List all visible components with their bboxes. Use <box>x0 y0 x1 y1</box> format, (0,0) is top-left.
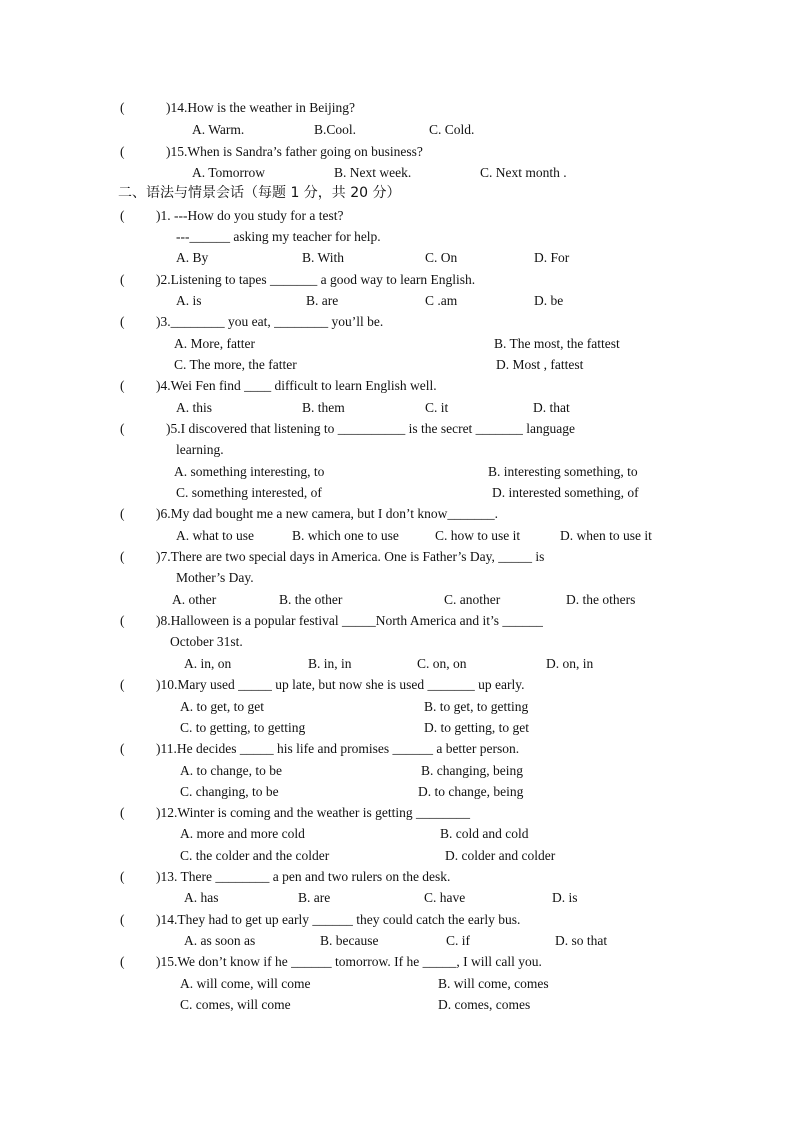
question-paren: ( <box>120 421 125 436</box>
question-stem: )7.There are two special days in America. One is Father’s Day, _____ is <box>156 549 545 564</box>
question-paren: ( <box>120 144 125 159</box>
question-paren: ( <box>120 677 125 692</box>
option-b: B. in, in <box>308 656 352 671</box>
option-c: C. to getting, to getting <box>180 720 306 735</box>
option-b: B. will come, comes <box>438 976 549 991</box>
question-stem: )4.Wei Fen find ____ difficult to learn English well. <box>156 378 437 393</box>
question-paren: ( <box>120 912 125 927</box>
option-a: A. something interesting, to <box>174 464 325 479</box>
option-d: D. so that <box>555 933 608 948</box>
option-d: D. to getting, to get <box>424 720 529 735</box>
option-d: D. interested something, of <box>492 485 639 500</box>
option-c: C. something interested, of <box>176 485 322 500</box>
option-b: B. them <box>302 400 345 415</box>
option-c: C. Next month . <box>480 165 567 180</box>
question-paren: ( <box>120 100 125 115</box>
question-paren: ( <box>120 741 125 756</box>
question-stem: )1. ---How do you study for a test? <box>156 208 344 223</box>
option-a: A. Warm. <box>192 122 245 137</box>
question-stem: )13. There ________ a pen and two rulers on the desk. <box>156 869 451 884</box>
option-b: B. to get, to getting <box>424 699 529 714</box>
option-d: D. comes, comes <box>438 997 531 1012</box>
option-b: B. cold and cold <box>440 826 529 841</box>
option-c: C. comes, will come <box>180 997 291 1012</box>
option-d: D. For <box>534 250 570 265</box>
option-b: B. are <box>306 293 339 308</box>
question-stem: )10.Mary used _____ up late, but now she is used _______ up early. <box>156 677 525 692</box>
option-c: C. on, on <box>417 656 467 671</box>
option-c: C. Cold. <box>429 122 475 137</box>
option-a: A. By <box>176 250 209 265</box>
option-a: A. to change, to be <box>180 763 282 778</box>
option-d: D. Most , fattest <box>496 357 584 372</box>
option-b: B. the other <box>279 592 343 607</box>
option-b: B. Next week. <box>334 165 412 180</box>
question-stem: )15.We don’t know if he ______ tomorrow. If he _____, I will call you. <box>156 954 542 969</box>
question-stem: )6.My dad bought me a new camera, but I don’t know_______. <box>156 506 499 521</box>
option-d: D. be <box>534 293 564 308</box>
option-c: C. how to use it <box>435 528 521 543</box>
option-d: D. colder and colder <box>445 848 556 863</box>
question-stem: )2.Listening to tapes _______ a good way to learn English. <box>156 272 476 287</box>
option-a: A. more and more cold <box>180 826 305 841</box>
option-c: C. On <box>425 250 458 265</box>
section-title: 二、语法与情景会话（每题 1 分，共 20 分） <box>118 185 401 201</box>
option-c: C. it <box>425 400 449 415</box>
question-stem: )15.When is Sandra’s father going on business? <box>166 144 423 159</box>
option-a: A. as soon as <box>184 933 256 948</box>
option-b: B. interesting something, to <box>488 464 638 479</box>
question-paren: ( <box>120 272 125 287</box>
option-d: D. when to use it <box>560 528 652 543</box>
question-stem: )5.I discovered that listening to __________ is the secret _______ language <box>166 421 576 436</box>
option-b: B. which one to use <box>292 528 399 543</box>
question-paren: ( <box>120 314 125 329</box>
option-a: A. this <box>176 400 213 415</box>
option-c: C. The more, the fatter <box>174 357 297 372</box>
question-stem: )8.Halloween is a popular festival _____North America and it’s ______ <box>156 613 543 628</box>
option-a: A. More, fatter <box>174 336 255 351</box>
question-stem: )14.They had to get up early ______ they could catch the early bus. <box>156 912 521 927</box>
option-a: A. other <box>172 592 217 607</box>
option-b: B. are <box>298 890 331 905</box>
option-d: D. to change, being <box>418 784 524 799</box>
option-a: A. in, on <box>184 656 232 671</box>
option-b: B. The most, the fattest <box>494 336 620 351</box>
option-c: C. another <box>444 592 501 607</box>
question-stem: )14.How is the weather in Beijing? <box>166 100 355 115</box>
option-a: A. what to use <box>176 528 254 543</box>
question-stem-continued: ---______ asking my teacher for help. <box>176 229 381 244</box>
option-b: B. changing, being <box>421 763 523 778</box>
question-stem: )11.He decides _____ his life and promises ______ a better person. <box>156 741 520 756</box>
option-a: A. to get, to get <box>180 699 264 714</box>
question-stem-continued: learning. <box>176 442 224 457</box>
option-a: A. has <box>184 890 219 905</box>
option-d: D. the others <box>566 592 636 607</box>
option-b: B.Cool. <box>314 122 357 137</box>
option-a: A. Tomorrow <box>192 165 266 180</box>
option-a: A. is <box>176 293 202 308</box>
option-d: D. on, in <box>546 656 594 671</box>
option-c: C .am <box>425 293 458 308</box>
question-stem: )12.Winter is coming and the weather is getting ________ <box>156 805 471 820</box>
question-stem-continued: Mother’s Day. <box>176 570 254 585</box>
option-b: B. because <box>320 933 379 948</box>
option-d: D. is <box>552 890 578 905</box>
option-a: A. will come, will come <box>180 976 311 991</box>
option-c: C. changing, to be <box>180 784 279 799</box>
question-stem: )3.________ you eat, ________ you’ll be. <box>156 314 384 329</box>
question-paren: ( <box>120 378 125 393</box>
question-paren: ( <box>120 549 125 564</box>
question-paren: ( <box>120 805 125 820</box>
option-d: D. that <box>533 400 570 415</box>
option-c: C. have <box>424 890 466 905</box>
question-paren: ( <box>120 954 125 969</box>
question-stem-continued: October 31st. <box>170 634 243 649</box>
question-paren: ( <box>120 506 125 521</box>
option-c: C. if <box>446 933 471 948</box>
option-b: B. With <box>302 250 344 265</box>
question-paren: ( <box>120 208 125 223</box>
question-paren: ( <box>120 613 125 628</box>
option-c: C. the colder and the colder <box>180 848 330 863</box>
question-paren: ( <box>120 869 125 884</box>
